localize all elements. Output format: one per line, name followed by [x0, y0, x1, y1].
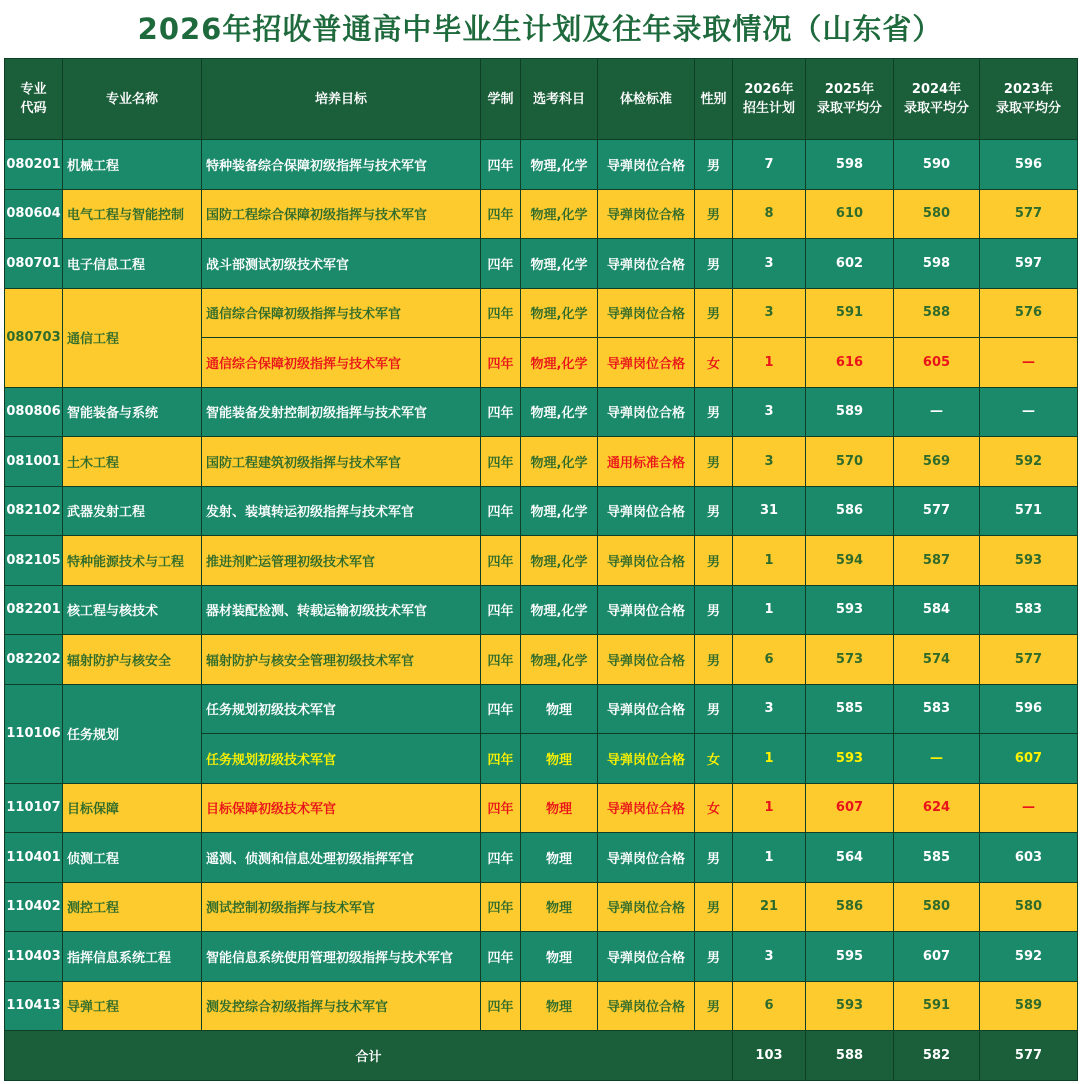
score-2025: 610	[806, 189, 894, 239]
physical-standard: 导弹岗位合格	[598, 882, 695, 932]
duration: 四年	[481, 734, 521, 784]
training-goal: 器材装配检测、转载运输初级技术军官	[202, 585, 481, 635]
gender: 男	[695, 189, 733, 239]
training-goal: 测发控综合初级指挥与技术军官	[202, 981, 481, 1031]
training-goal: 目标保障初级技术军官	[202, 783, 481, 833]
total-plan-2026: 103	[733, 1031, 806, 1081]
duration: 四年	[481, 486, 521, 536]
subjects: 物理	[521, 783, 598, 833]
plan-2026: 3	[733, 239, 806, 289]
major-name: 电气工程与智能控制	[63, 189, 202, 239]
score-2024: 590	[894, 140, 980, 190]
score-2023: —	[980, 338, 1078, 388]
training-goal: 智能装备发射控制初级指挥与技术军官	[202, 387, 481, 437]
subjects: 物理,化学	[521, 635, 598, 685]
plan-2026: 6	[733, 981, 806, 1031]
gender: 男	[695, 882, 733, 932]
major-code: 110402	[5, 882, 63, 932]
score-2023: —	[980, 387, 1078, 437]
physical-standard: 导弹岗位合格	[598, 981, 695, 1031]
training-goal: 国防工程建筑初级指挥与技术军官	[202, 437, 481, 487]
training-goal: 任务规划初级技术军官	[202, 734, 481, 784]
duration: 四年	[481, 783, 521, 833]
physical-standard: 导弹岗位合格	[598, 932, 695, 982]
duration: 四年	[481, 684, 521, 734]
subjects: 物理,化学	[521, 437, 598, 487]
score-2023: 589	[980, 981, 1078, 1031]
total-label: 合计	[5, 1031, 733, 1081]
subjects: 物理,化学	[521, 239, 598, 289]
major-name: 测控工程	[63, 882, 202, 932]
score-2025: 607	[806, 783, 894, 833]
table-row	[5, 635, 1078, 685]
duration: 四年	[481, 239, 521, 289]
major-name: 辐射防护与核安全	[63, 635, 202, 685]
subjects: 物理,化学	[521, 486, 598, 536]
score-2023: 576	[980, 288, 1078, 338]
score-2025: 593	[806, 734, 894, 784]
score-2023: 583	[980, 585, 1078, 635]
gender: 男	[695, 981, 733, 1031]
major-code: 080806	[5, 387, 63, 437]
score-2024: 588	[894, 288, 980, 338]
physical-standard: 导弹岗位合格	[598, 783, 695, 833]
subjects: 物理	[521, 833, 598, 883]
score-2023: —	[980, 783, 1078, 833]
score-2024: 577	[894, 486, 980, 536]
score-2025: 573	[806, 635, 894, 685]
training-goal: 辐射防护与核安全管理初级技术军官	[202, 635, 481, 685]
major-name: 核工程与核技术	[63, 585, 202, 635]
duration: 四年	[481, 536, 521, 586]
score-2025: 591	[806, 288, 894, 338]
header-row	[5, 59, 1078, 140]
score-2023: 580	[980, 882, 1078, 932]
header-physical: 体检标准	[598, 59, 695, 140]
score-2024: 569	[894, 437, 980, 487]
table-row	[5, 536, 1078, 586]
duration: 四年	[481, 833, 521, 883]
score-2023: 596	[980, 140, 1078, 190]
physical-standard: 导弹岗位合格	[598, 387, 695, 437]
training-goal: 战斗部测试初级技术军官	[202, 239, 481, 289]
training-goal: 通信综合保障初级指挥与技术军官	[202, 288, 481, 338]
header-gender: 性别	[695, 59, 733, 140]
duration: 四年	[481, 338, 521, 388]
header-plan-2026: 2026年 招生计划	[733, 59, 806, 140]
major-name: 指挥信息系统工程	[63, 932, 202, 982]
training-goal: 遥测、侦测和信息处理初级指挥军官	[202, 833, 481, 883]
duration: 四年	[481, 437, 521, 487]
physical-standard: 通用标准合格	[598, 437, 695, 487]
major-name: 武器发射工程	[63, 486, 202, 536]
score-2023: 571	[980, 486, 1078, 536]
score-2025: 564	[806, 833, 894, 883]
plan-2026: 8	[733, 189, 806, 239]
plan-2026: 7	[733, 140, 806, 190]
training-goal: 智能信息系统使用管理初级指挥与技术军官	[202, 932, 481, 982]
major-code: 110403	[5, 932, 63, 982]
major-code: 080201	[5, 140, 63, 190]
score-2024: 584	[894, 585, 980, 635]
score-2024: 605	[894, 338, 980, 388]
score-2023: 593	[980, 536, 1078, 586]
gender: 男	[695, 635, 733, 685]
header-subjects: 选考科目	[521, 59, 598, 140]
table-row	[5, 387, 1078, 437]
score-2024: 598	[894, 239, 980, 289]
physical-standard: 导弹岗位合格	[598, 734, 695, 784]
training-goal: 测试控制初级指挥与技术军官	[202, 882, 481, 932]
major-name: 通信工程	[63, 288, 202, 387]
page-title: 2026年招收普通高中毕业生计划及往年录取情况（山东省）	[137, 12, 943, 46]
table-row	[5, 239, 1078, 289]
physical-standard: 导弹岗位合格	[598, 338, 695, 388]
duration: 四年	[481, 635, 521, 685]
subjects: 物理	[521, 684, 598, 734]
table-row	[5, 585, 1078, 635]
major-code: 082202	[5, 635, 63, 685]
training-goal: 通信综合保障初级指挥与技术军官	[202, 338, 481, 388]
subjects: 物理,化学	[521, 536, 598, 586]
header-score-2024: 2024年 录取平均分	[894, 59, 980, 140]
subjects: 物理	[521, 981, 598, 1031]
score-2024: 580	[894, 189, 980, 239]
table-row	[5, 437, 1078, 487]
score-2025: 602	[806, 239, 894, 289]
major-code: 082105	[5, 536, 63, 586]
score-2025: 595	[806, 932, 894, 982]
major-code: 110413	[5, 981, 63, 1031]
gender: 女	[695, 338, 733, 388]
subjects: 物理,化学	[521, 585, 598, 635]
major-code: 081001	[5, 437, 63, 487]
header-goal: 培养目标	[202, 59, 481, 140]
plan-2026: 3	[733, 288, 806, 338]
score-2024: 580	[894, 882, 980, 932]
major-name: 电子信息工程	[63, 239, 202, 289]
gender: 男	[695, 140, 733, 190]
score-2025: 594	[806, 536, 894, 586]
subjects: 物理,化学	[521, 288, 598, 338]
table-row	[5, 684, 1078, 734]
major-code: 110106	[5, 684, 63, 783]
gender: 男	[695, 833, 733, 883]
score-2023: 596	[980, 684, 1078, 734]
subjects: 物理,化学	[521, 387, 598, 437]
plan-2026: 1	[733, 536, 806, 586]
subjects: 物理	[521, 932, 598, 982]
duration: 四年	[481, 189, 521, 239]
score-2025: 570	[806, 437, 894, 487]
total-row	[5, 1031, 1078, 1081]
header-code: 专业 代码	[5, 59, 63, 140]
plan-2026: 3	[733, 932, 806, 982]
major-name: 任务规划	[63, 684, 202, 783]
plan-2026: 1	[733, 833, 806, 883]
major-name: 导弹工程	[63, 981, 202, 1031]
training-goal: 任务规划初级技术军官	[202, 684, 481, 734]
major-code: 080703	[5, 288, 63, 387]
table-row	[5, 486, 1078, 536]
physical-standard: 导弹岗位合格	[598, 635, 695, 685]
score-2025: 593	[806, 981, 894, 1031]
training-goal: 国防工程综合保障初级指挥与技术军官	[202, 189, 481, 239]
score-2025: 586	[806, 486, 894, 536]
score-2024: 583	[894, 684, 980, 734]
table-row	[5, 783, 1078, 833]
score-2024: —	[894, 387, 980, 437]
subjects: 物理,化学	[521, 338, 598, 388]
score-2024: 587	[894, 536, 980, 586]
training-goal: 推进剂贮运管理初级技术军官	[202, 536, 481, 586]
physical-standard: 导弹岗位合格	[598, 684, 695, 734]
gender: 男	[695, 387, 733, 437]
score-2024: 607	[894, 932, 980, 982]
major-code: 082102	[5, 486, 63, 536]
score-2025: 589	[806, 387, 894, 437]
score-2024: 574	[894, 635, 980, 685]
table-row	[5, 932, 1078, 982]
score-2023: 597	[980, 239, 1078, 289]
admission-table	[4, 58, 1078, 1081]
plan-2026: 3	[733, 437, 806, 487]
gender: 男	[695, 536, 733, 586]
score-2023: 607	[980, 734, 1078, 784]
score-2023: 603	[980, 833, 1078, 883]
training-goal: 特种装备综合保障初级指挥与技术军官	[202, 140, 481, 190]
table-row	[5, 981, 1078, 1031]
subjects: 物理,化学	[521, 189, 598, 239]
score-2023: 592	[980, 437, 1078, 487]
duration: 四年	[481, 882, 521, 932]
plan-2026: 6	[733, 635, 806, 685]
score-2024: 624	[894, 783, 980, 833]
plan-2026: 31	[733, 486, 806, 536]
score-2023: 577	[980, 189, 1078, 239]
table-row	[5, 189, 1078, 239]
plan-2026: 1	[733, 783, 806, 833]
major-code: 110401	[5, 833, 63, 883]
major-code: 080604	[5, 189, 63, 239]
major-name: 土木工程	[63, 437, 202, 487]
physical-standard: 导弹岗位合格	[598, 486, 695, 536]
gender: 男	[695, 437, 733, 487]
duration: 四年	[481, 140, 521, 190]
physical-standard: 导弹岗位合格	[598, 239, 695, 289]
gender: 男	[695, 932, 733, 982]
table-row	[5, 288, 1078, 338]
training-goal: 发射、装填转运初级指挥与技术军官	[202, 486, 481, 536]
major-name: 特种能源技术与工程	[63, 536, 202, 586]
total-score-2023: 577	[980, 1031, 1078, 1081]
header-score-2025: 2025年 录取平均分	[806, 59, 894, 140]
gender: 女	[695, 734, 733, 784]
score-2025: 593	[806, 585, 894, 635]
plan-2026: 3	[733, 387, 806, 437]
gender: 男	[695, 288, 733, 338]
plan-2026: 1	[733, 585, 806, 635]
duration: 四年	[481, 288, 521, 338]
gender: 男	[695, 486, 733, 536]
duration: 四年	[481, 387, 521, 437]
table-row	[5, 833, 1078, 883]
duration: 四年	[481, 981, 521, 1031]
major-code: 082201	[5, 585, 63, 635]
physical-standard: 导弹岗位合格	[598, 536, 695, 586]
major-name: 目标保障	[63, 783, 202, 833]
gender: 男	[695, 239, 733, 289]
score-2025: 616	[806, 338, 894, 388]
score-2025: 598	[806, 140, 894, 190]
header-major: 专业名称	[63, 59, 202, 140]
subjects: 物理	[521, 882, 598, 932]
header-duration: 学制	[481, 59, 521, 140]
major-code: 080701	[5, 239, 63, 289]
total-score-2024: 582	[894, 1031, 980, 1081]
major-name: 机械工程	[63, 140, 202, 190]
table-row	[5, 882, 1078, 932]
duration: 四年	[481, 932, 521, 982]
table-row	[5, 140, 1078, 190]
major-name: 侦测工程	[63, 833, 202, 883]
plan-2026: 1	[733, 734, 806, 784]
score-2025: 586	[806, 882, 894, 932]
subjects: 物理	[521, 734, 598, 784]
total-score-2025: 588	[806, 1031, 894, 1081]
plan-2026: 3	[733, 684, 806, 734]
score-2024: —	[894, 734, 980, 784]
physical-standard: 导弹岗位合格	[598, 585, 695, 635]
major-name: 智能装备与系统	[63, 387, 202, 437]
physical-standard: 导弹岗位合格	[598, 189, 695, 239]
score-2024: 585	[894, 833, 980, 883]
score-2023: 577	[980, 635, 1078, 685]
score-2025: 585	[806, 684, 894, 734]
gender: 男	[695, 585, 733, 635]
major-code: 110107	[5, 783, 63, 833]
plan-2026: 1	[733, 338, 806, 388]
gender: 女	[695, 783, 733, 833]
subjects: 物理,化学	[521, 140, 598, 190]
physical-standard: 导弹岗位合格	[598, 140, 695, 190]
physical-standard: 导弹岗位合格	[598, 833, 695, 883]
physical-standard: 导弹岗位合格	[598, 288, 695, 338]
duration: 四年	[481, 585, 521, 635]
score-2023: 592	[980, 932, 1078, 982]
header-score-2023: 2023年 录取平均分	[980, 59, 1078, 140]
score-2024: 591	[894, 981, 980, 1031]
plan-2026: 21	[733, 882, 806, 932]
gender: 男	[695, 684, 733, 734]
